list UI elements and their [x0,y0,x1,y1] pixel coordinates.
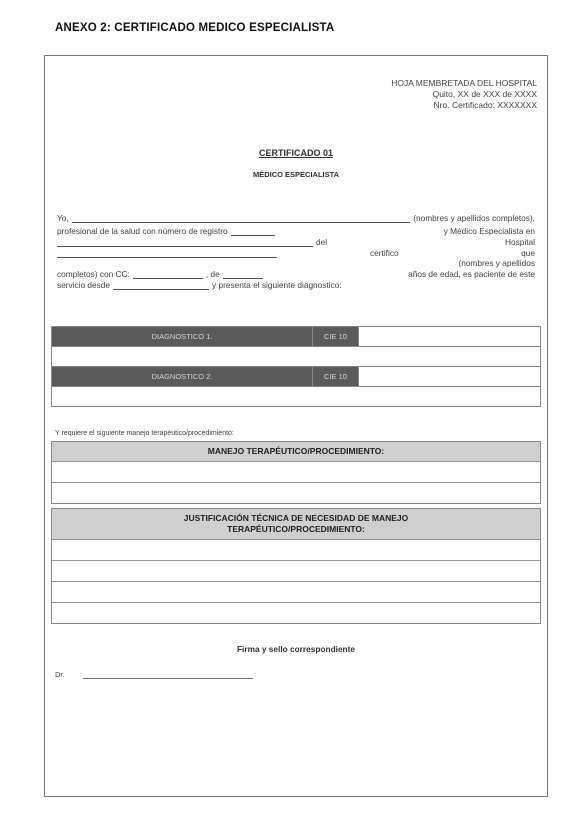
certificate-number: Nro. Certificado: XXXXXXX [433,100,537,110]
certifico-text: certifico [370,248,399,258]
city-date: Quito, XX de XXX de XXXX [432,89,537,99]
age-blank [223,270,263,279]
diagnosis-2-code-field[interactable] [359,367,541,387]
certificate-title: CERTIFICADO 01 [258,148,333,158]
diagnosis-2-label: DIAGNOSTICO 2. [52,367,313,387]
signature-label: Firma y sello correspondiente [236,644,356,654]
diagnosis-1-detail-row [52,347,541,367]
diagnosis-2-detail-field[interactable] [52,387,541,407]
names-label-2: (nombres y apellidos [458,258,535,268]
doctor-name-blank[interactable] [83,670,253,679]
hospital-text: Hospital [505,237,535,247]
diagnosis-1-detail-field[interactable] [52,347,541,367]
justification-line-1[interactable] [52,539,540,560]
de-text: , de [205,269,220,279]
diagnosis-table [51,326,541,407]
diagnosis-1-code-field[interactable] [359,327,541,347]
yo-text: Yo, [57,213,69,223]
letterhead-block [391,78,537,111]
specialist-text: y Médico Especialista en [443,226,535,236]
service-since-text: servicio desde [57,280,111,290]
body-line-5 [57,258,535,268]
diagnosis-1-row [52,327,541,347]
body-line-7 [57,280,535,290]
years-text: años de edad, es paciente de este [408,269,535,279]
justification-header [52,509,540,539]
treatment-box [51,441,541,504]
body-line-6 [57,269,535,279]
date-blank [113,281,209,290]
cc-blank [133,270,203,279]
diagnosis-2-row [52,367,541,387]
names-label: (nombres y apellidos completos), [413,213,535,223]
complete-cc-text: completos) con CC: [57,269,130,279]
hospital-blank [57,249,277,258]
name-blank [72,214,411,223]
doctor-prefix: Dr. [55,670,65,679]
certificate-body [57,213,535,290]
justification-line-3[interactable] [52,581,540,602]
justification-header-line-1: JUSTIFICACIÓN TÉCNICA DE NECESIDAD DE MANEJO [183,513,409,523]
body-line-3 [57,237,535,247]
diagnosis-2-detail-row [52,387,541,407]
del-text: del [316,237,328,247]
registry-blank [231,227,275,236]
justification-header-line-2: TERAPÉUTICO/PROCEDIMIENTO: [227,524,365,534]
hospital-letterhead: HOJA MEMBRETADA DEL HOSPITAL [391,78,537,88]
body-line-2 [57,226,535,236]
justification-line-4[interactable] [52,602,540,623]
certificate-subtitle: MÉDICO ESPECIALISTA [252,170,340,179]
certificate-page [44,55,548,797]
presents-text: y presenta el siguiente diagnostico: [212,280,342,290]
justification-line-2[interactable] [52,560,540,581]
treatment-line-2[interactable] [52,482,540,503]
require-note: Y requiere el siguiente manejo terapéutico/procedimiento: [55,430,234,437]
diagnosis-2-code-label: CIE 10 [313,367,359,387]
diagnosis-1-code-label: CIE 10 [313,327,359,347]
treatment-line-1[interactable] [52,461,540,482]
annex-title: ANEXO 2: CERTIFICADO MEDICO ESPECIALISTA [55,22,335,34]
specialty-blank [57,238,313,247]
diagnosis-1-label: DIAGNOSTICO 1. [52,327,313,347]
body-line-4 [57,248,535,258]
que-text: que [521,248,535,258]
professional-text: profesional de la salud con número de registro [57,226,228,236]
justification-box [51,508,541,624]
doctor-signature-line [55,670,253,679]
body-line-1 [57,213,535,223]
treatment-header: MANEJO TERAPÉUTICO/PROCEDIMIENTO: [52,442,540,461]
